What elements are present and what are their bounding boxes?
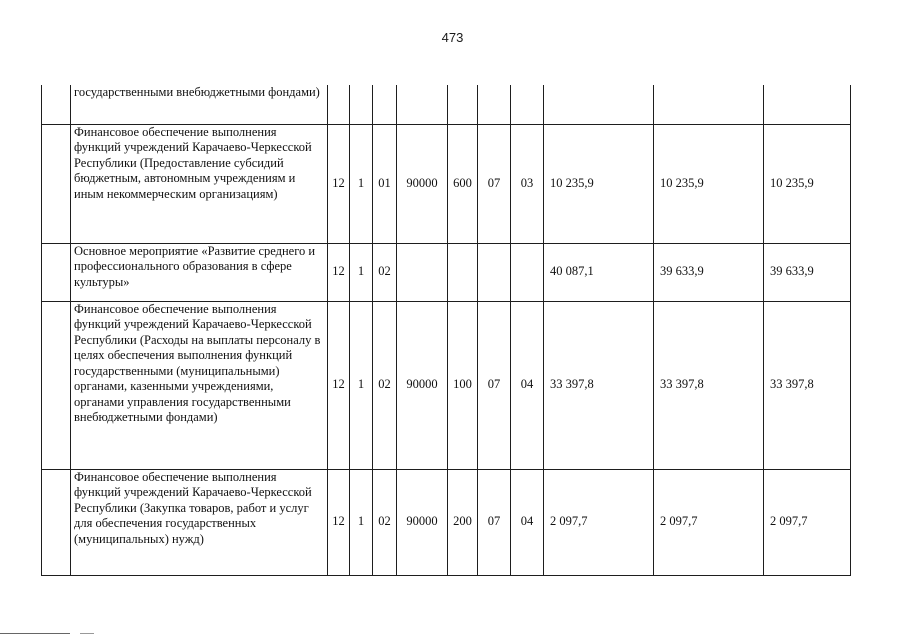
code-direction (397, 243, 448, 301)
row-index-cell (42, 85, 71, 124)
code-subsection: 03 (511, 124, 544, 243)
amount-year-3 (764, 85, 851, 124)
table-row (42, 301, 851, 469)
amount-year-2: 10 235,9 (654, 124, 764, 243)
table-row (42, 85, 851, 124)
code-gp: 12 (328, 469, 350, 575)
row-index-cell (42, 243, 71, 301)
code-direction: 90000 (397, 469, 448, 575)
row-description: Финансовое обеспечение выполнения функций учреждений Карачаево-Черкесской Республики (Предоставление субсидий бюджетным, автономным учреждениям и иным некоммерческим организациям) (71, 124, 328, 243)
amount-year-1: 2 097,7 (544, 469, 654, 575)
code-expense-type (448, 243, 478, 301)
code-expense-type (448, 85, 478, 124)
amount-year-1: 33 397,8 (544, 301, 654, 469)
code-direction: 90000 (397, 124, 448, 243)
amount-year-1 (544, 85, 654, 124)
code-subsection: 04 (511, 469, 544, 575)
code-subsection (511, 85, 544, 124)
code-gp: 12 (328, 243, 350, 301)
code-direction (397, 85, 448, 124)
code-direction: 90000 (397, 301, 448, 469)
code-om: 01 (373, 124, 397, 243)
code-expense-type: 600 (448, 124, 478, 243)
amount-year-3: 33 397,8 (764, 301, 851, 469)
code-gp: 12 (328, 124, 350, 243)
code-subsection (511, 243, 544, 301)
amount-year-3: 10 235,9 (764, 124, 851, 243)
budget-table (41, 85, 851, 576)
code-pp: 1 (350, 243, 373, 301)
footer-rule (0, 633, 70, 634)
code-section: 07 (478, 469, 511, 575)
code-pp: 1 (350, 301, 373, 469)
row-description: государственными внебюджетными фондами) (71, 85, 328, 124)
code-om: 02 (373, 469, 397, 575)
row-index-cell (42, 124, 71, 243)
row-description: Основное мероприятие «Развитие среднего и профессионального образования в сфере культуры» (71, 243, 328, 301)
footer-rule-mark (80, 633, 94, 634)
code-expense-type: 200 (448, 469, 478, 575)
amount-year-1: 40 087,1 (544, 243, 654, 301)
code-expense-type: 100 (448, 301, 478, 469)
amount-year-2: 2 097,7 (654, 469, 764, 575)
code-pp: 1 (350, 469, 373, 575)
code-section: 07 (478, 301, 511, 469)
row-index-cell (42, 469, 71, 575)
row-index-cell (42, 301, 71, 469)
code-gp (328, 85, 350, 124)
amount-year-1: 10 235,9 (544, 124, 654, 243)
amount-year-2: 33 397,8 (654, 301, 764, 469)
row-description: Финансовое обеспечение выполнения функций учреждений Карачаево-Черкесской Республики (Закупка товаров, работ и услуг для обеспечения государственных (муниципальных) нужд) (71, 469, 328, 575)
table-row (42, 243, 851, 301)
row-description: Финансовое обеспечение выполнения функций учреждений Карачаево-Черкесской Республики (Расходы на выплаты персоналу в целях обеспечения выполнения функций государственными (муниципальными) органами, казенными учреждениями, органами управления государственными внебюджетными фондами) (71, 301, 328, 469)
code-section (478, 85, 511, 124)
code-subsection: 04 (511, 301, 544, 469)
table-row (42, 124, 851, 243)
table-row (42, 469, 851, 575)
amount-year-2 (654, 85, 764, 124)
code-section (478, 243, 511, 301)
amount-year-3: 2 097,7 (764, 469, 851, 575)
code-pp (350, 85, 373, 124)
code-gp: 12 (328, 301, 350, 469)
amount-year-2: 39 633,9 (654, 243, 764, 301)
code-om (373, 85, 397, 124)
amount-year-3: 39 633,9 (764, 243, 851, 301)
page-number: 473 (441, 30, 464, 45)
code-om: 02 (373, 243, 397, 301)
code-section: 07 (478, 124, 511, 243)
code-pp: 1 (350, 124, 373, 243)
code-om: 02 (373, 301, 397, 469)
